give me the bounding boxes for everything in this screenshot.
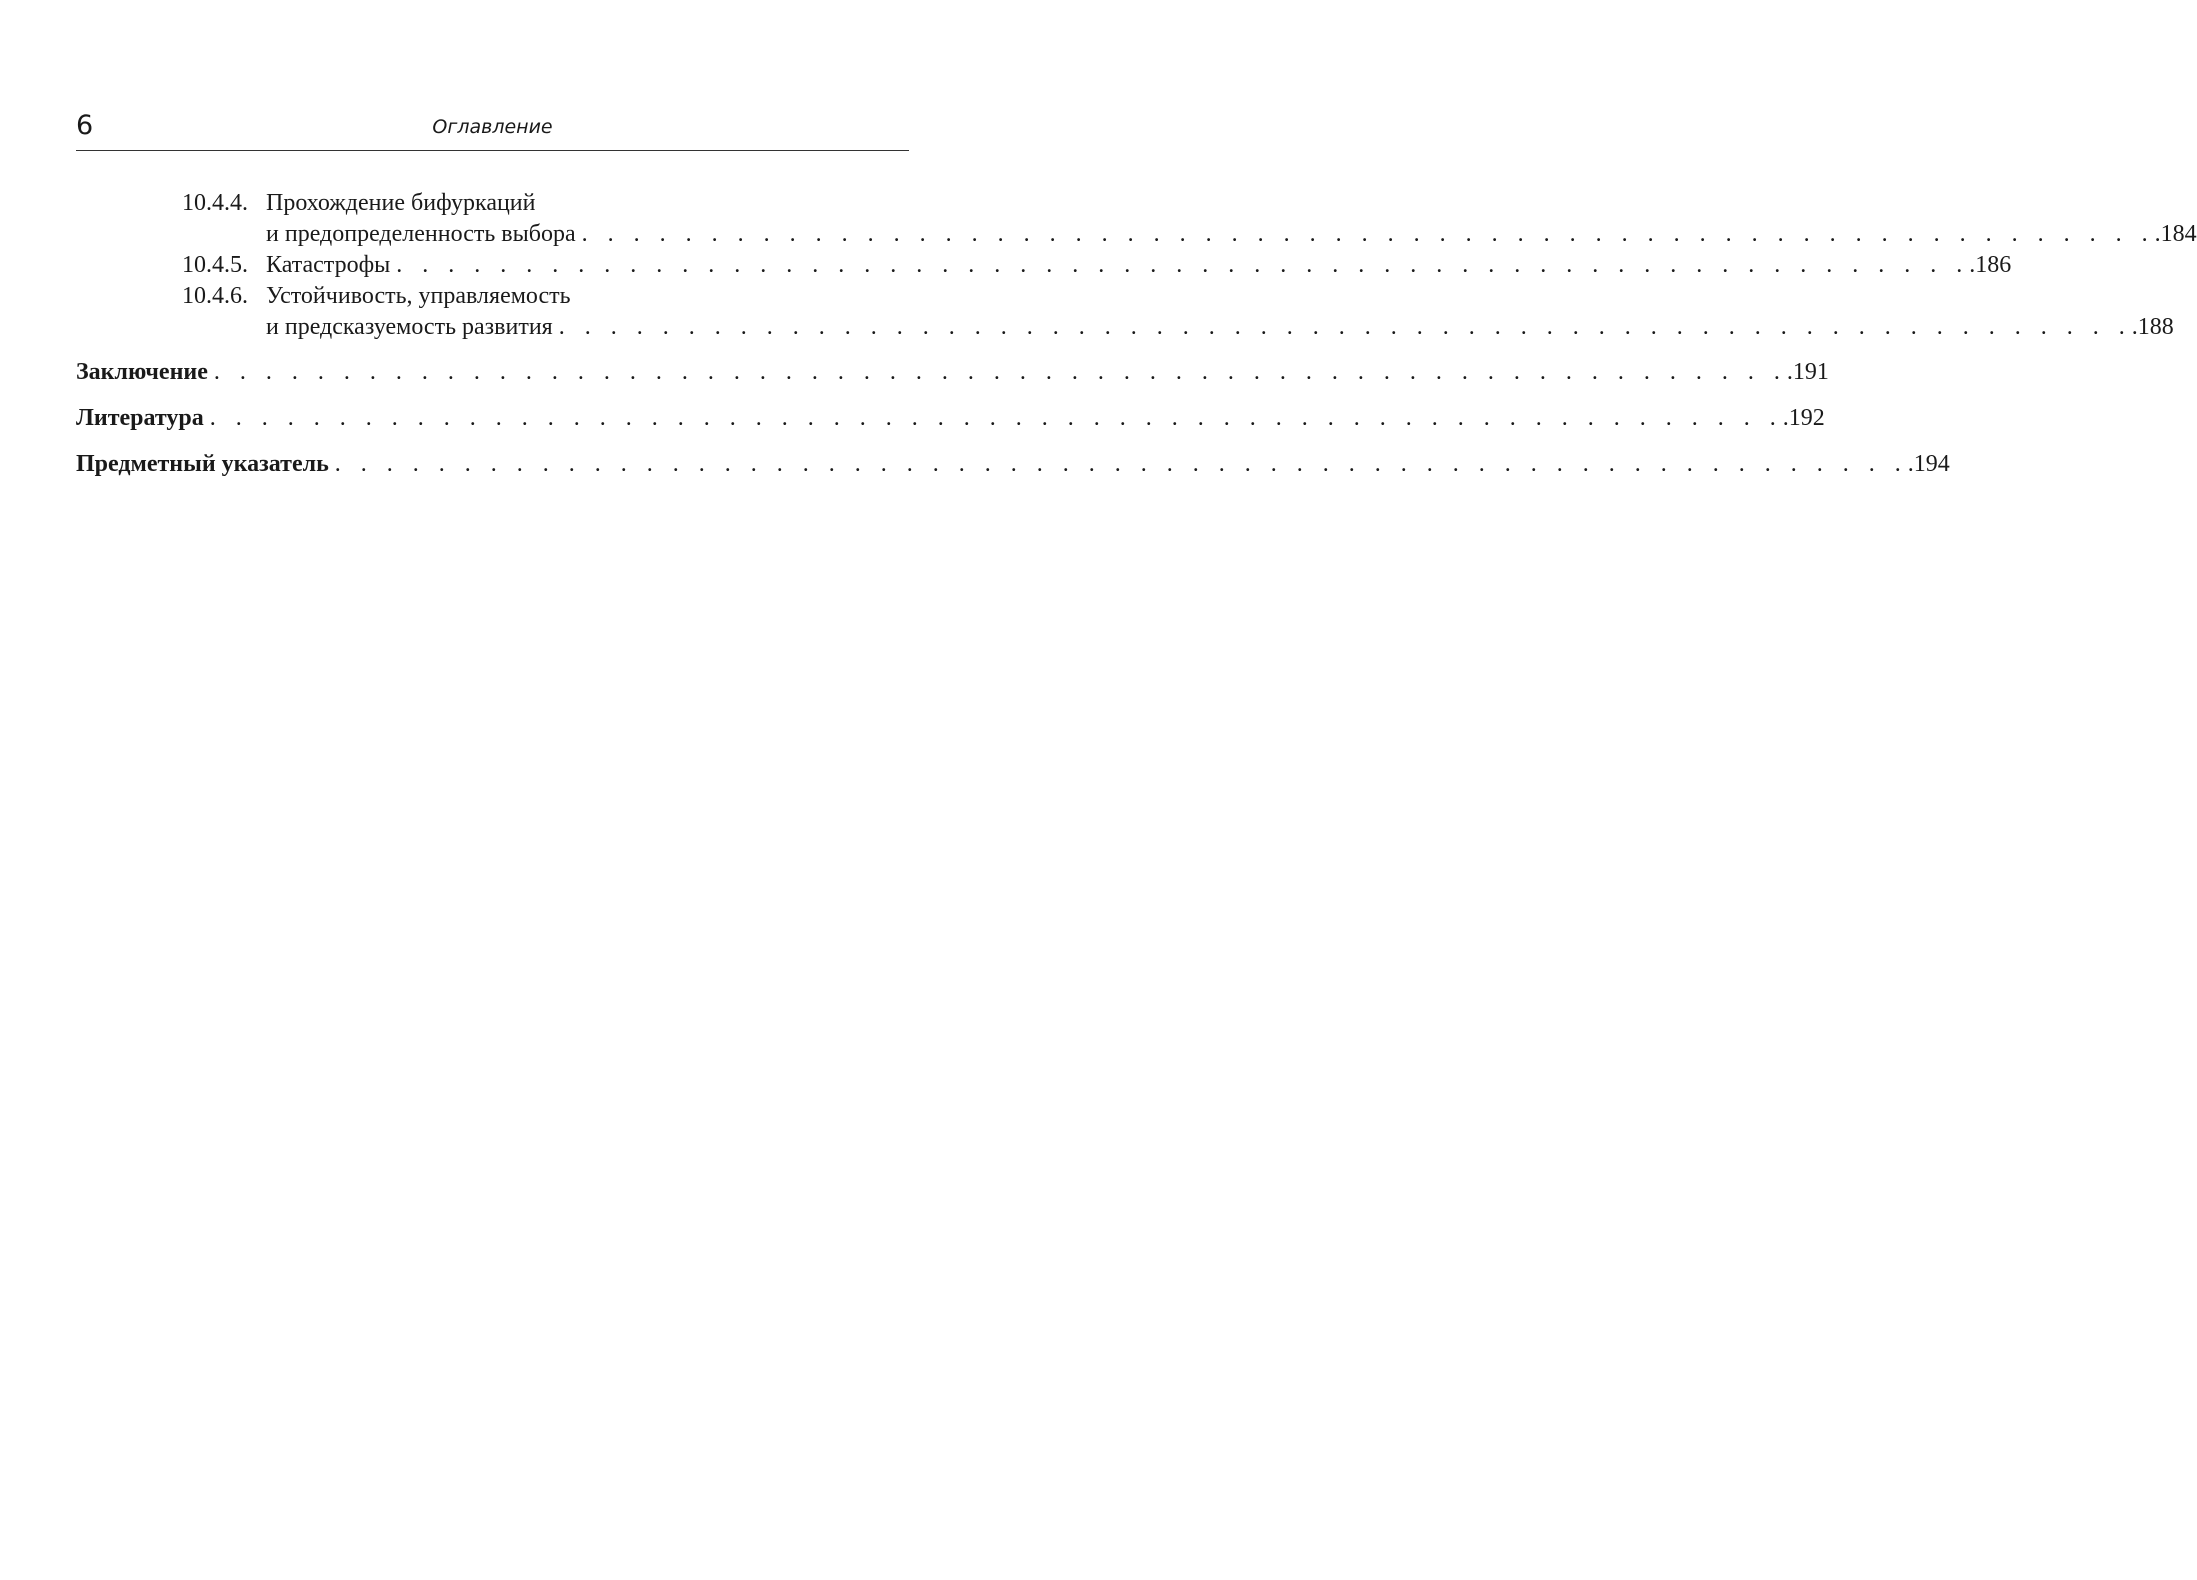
running-head: Оглавление <box>432 116 553 138</box>
toc-chapter-title: Литература <box>76 405 204 431</box>
toc-entry-title: Устойчивость, управляемость <box>266 283 571 309</box>
toc-entry-10-4-5[interactable] <box>76 250 2012 281</box>
toc-chapter-page: .191 <box>1786 359 1829 385</box>
dot-leader: . . . . . . . . . . . . . . . . . . . . . . . . . . . . . . . . . . . . . . . . . . . . . . . . . . . . . . . . . . . . . <box>558 314 2132 340</box>
toc-entry-title-continued: и предсказуемость развития <box>266 314 553 340</box>
toc-entry-page: .188 <box>2131 314 2174 340</box>
dot-leader: . . . . . . . . . . . . . . . . . . . . . . . . . . . . . . . . . . . . . . . . . . . . . . . . . . . . . . . . . . . . . <box>396 252 1970 278</box>
toc-entry-10-4-4-continued[interactable] <box>76 219 2197 250</box>
toc-chapter-page: .194 <box>1907 451 1950 477</box>
toc-entry-10-4-4[interactable] <box>76 188 909 219</box>
header-divider <box>76 150 909 151</box>
dot-leader: . . . . . . . . . . . . . . . . . . . . . . . . . . . . . . . . . . . . . . . . . . . . . . . . . . . . . . . . . . . . . <box>209 405 1783 431</box>
toc-entry-10-4-6[interactable] <box>76 281 909 312</box>
toc-chapter-conclusion[interactable] <box>76 357 1829 388</box>
toc-entry-number: 10.4.6. <box>182 283 248 309</box>
toc-chapter-page: .192 <box>1782 405 1825 431</box>
toc-entry-page: .184 <box>2154 221 2197 247</box>
table-of-contents <box>76 188 2197 480</box>
toc-chapter-title: Предметный указатель <box>76 451 329 477</box>
toc-chapter-subject-index[interactable] <box>76 449 1950 480</box>
dot-leader: . . . . . . . . . . . . . . . . . . . . . . . . . . . . . . . . . . . . . . . . . . . . . . . . . . . . . . . . . . . . . <box>334 451 1908 477</box>
toc-chapter-title: Заключение <box>76 359 208 385</box>
toc-entry-10-4-6-continued[interactable] <box>76 312 2174 343</box>
toc-entry-title-continued: и предопределенность выбора <box>266 221 576 247</box>
toc-entry-number: 10.4.5. <box>182 252 248 278</box>
toc-entry-title: Катастрофы <box>266 252 391 278</box>
dot-leader: . . . . . . . . . . . . . . . . . . . . . . . . . . . . . . . . . . . . . . . . . . . . . . . . . . . . . . . . . . . . . <box>213 359 1787 385</box>
page-number: 6 <box>76 110 94 141</box>
toc-chapter-references[interactable] <box>76 403 1825 434</box>
toc-entry-number: 10.4.4. <box>182 190 248 216</box>
toc-entry-page: .186 <box>1969 252 2012 278</box>
dot-leader: . . . . . . . . . . . . . . . . . . . . . . . . . . . . . . . . . . . . . . . . . . . . . . . . . . . . . . . . . . . . . <box>581 221 2155 247</box>
toc-entry-title: Прохождение бифуркаций <box>266 190 536 216</box>
